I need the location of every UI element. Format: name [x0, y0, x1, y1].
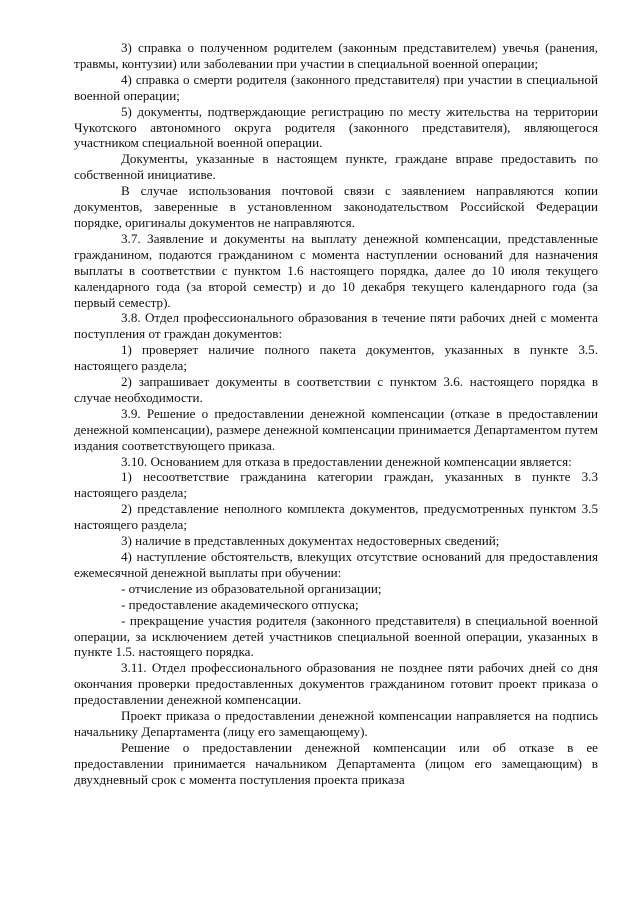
paragraph-3-8: 3.8. Отдел профессионального образования в течение пяти рабочих дней с момента поступления от граждан документов: [74, 310, 598, 342]
paragraph-bullet-termination: - прекращение участия родителя (законного представителя) в специальной военной операции, за исключением детей участников специальной военной операции, указанных в пункте 1.5. настоящего порядка. [74, 612, 598, 660]
paragraph-3-7: 3.7. Заявление и документы на выплату денежной компенсации, представленные гражданином, подаются гражданином с момента наступлении оснований для назначения выплаты в соответствии с пунктом 1.6 настоящего порядка, далее до 10 июля текущего календарного года (за второй семестр) и до 10 декабря текущего календарного года (за первый семестр). [74, 230, 598, 310]
document-page [74, 40, 598, 788]
paragraph-bullet-academic-leave: - предоставление академического отпуска; [121, 596, 359, 612]
paragraph-3-10-item-4: 4) наступление обстоятельств, влекущих отсутствие оснований для предоставления ежемесячной денежной выплаты при обучении: [74, 549, 598, 580]
paragraph-item-4-death-certificate: 4) справка о смерти родителя (законного представителя) при участии в специальной военной операции; [74, 71, 598, 103]
paragraph-3-11: 3.11. Отдел профессионального образования не позднее пяти рабочих дней со дня окончания проверки предоставленных документов гражданином готовит проект приказа о предоставлении денежной компенсации. [74, 660, 598, 708]
paragraph-bullet-expulsion: - отчисление из образовательной организации; [121, 580, 382, 596]
paragraph-decision: Решение о предоставлении денежной компенсации или об отказе в ее предоставлении принимается начальником Департамента (лицом его замещающим) в двухдневный срок с момента поступления проекта приказа [74, 739, 598, 787]
paragraph-3-10-item-1: 1) несоответствие гражданина категории граждан, указанных в пункте 3.3 настоящего раздела; [74, 469, 598, 501]
paragraph-3-8-item-1: 1) проверяет наличие полного пакета документов, указанных в пункте 3.5. настоящего раздела; [74, 342, 598, 374]
paragraph-postal-copies: В случае использования почтовой связи с заявлением направляются копии документов, заверенные в установленном законодательством Российской Федерации порядке, оригиналы документов не направляются. [74, 183, 598, 230]
paragraph-draft-order: Проект приказа о предоставлении денежной компенсации направляется на подпись начальнику Департамента (лицу его замещающему). [74, 708, 598, 739]
paragraph-3-10-item-3: 3) наличие в представленных документах недостоверных сведений; [121, 533, 500, 549]
paragraph-3-10-item-2: 2) представление неполного комплекта документов, предусмотренных пунктом 3.5 настоящего раздела; [74, 501, 598, 533]
paragraph-3-10: 3.10. Основанием для отказа в предоставлении денежной компенсации является: [121, 453, 572, 469]
paragraph-item-5-registration-docs: 5) документы, подтверждающие регистрацию по месту жительства на территории Чукотского автономного округа родителя (законного представителя), являющегося участником специальной военной операции. [74, 103, 598, 151]
paragraph-3-8-item-2: 2) запрашивает документы в соответствии с пунктом 3.6. настоящего порядка в случае необходимости. [74, 374, 598, 405]
paragraph-item-3-certificate-injury: 3) справка о полученном родителем (законным представителем) увечья (ранения, травмы, контузии) или заболевании при участии в специальной военной операции; [74, 40, 598, 71]
paragraph-3-9: 3.9. Решение о предоставлении денежной компенсации (отказе в предоставлении денежной компенсации), размере денежной компенсации принимается Департаментом путем издания соответствующего приказа. [74, 405, 598, 453]
paragraph-own-initiative: Документы, указанные в настоящем пункте, граждане вправе предоставить по собственной инициативе. [74, 151, 598, 183]
